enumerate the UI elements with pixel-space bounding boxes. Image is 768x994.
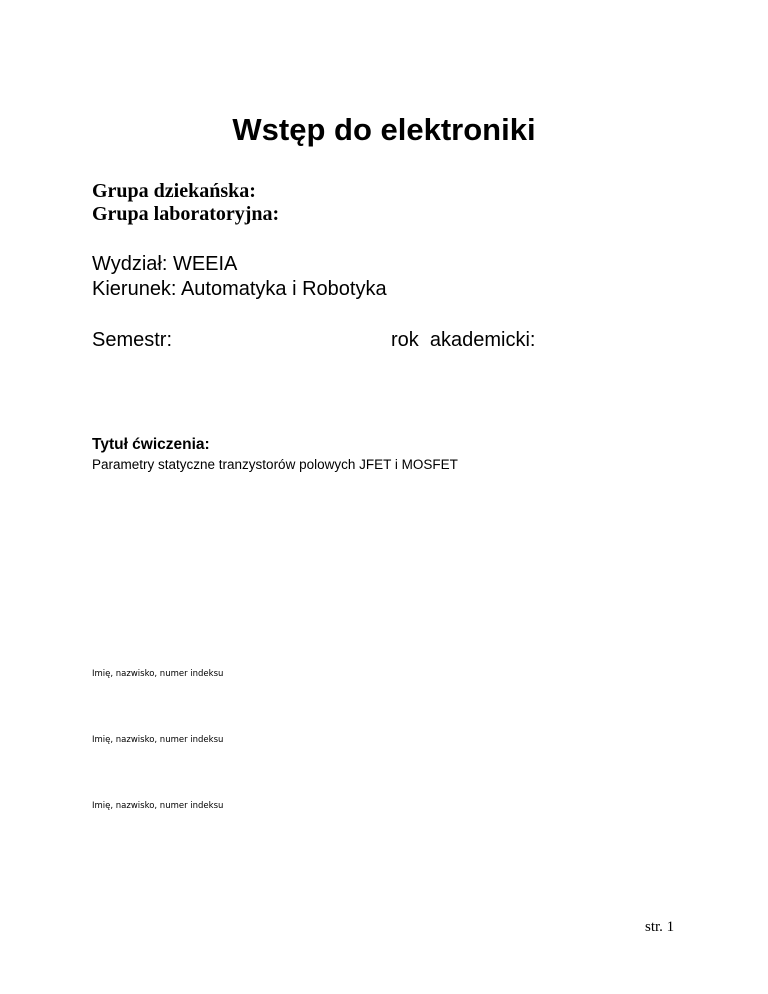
exercise-title-label: Tytuł ćwiczenia: xyxy=(92,436,210,453)
page-number: str. 1 xyxy=(645,919,675,935)
academic-year-label: rok akademicki: xyxy=(391,329,536,351)
semester-label: Semestr: xyxy=(92,329,173,351)
exercise-title: Parametry statyczne tranzystorów polowych JFET i MOSFET xyxy=(92,457,458,472)
document-title: Wstęp do elektroniki xyxy=(232,112,536,147)
group-lab-label: Grupa laboratoryjna: xyxy=(92,203,280,225)
major-label: Kierunek: Automatyka i Robotyka xyxy=(92,278,387,300)
faculty-label: Wydział: WEEIA xyxy=(92,253,238,275)
student-3-label: Imię, nazwisko, numer indeksu xyxy=(92,801,224,811)
group-dean-label: Grupa dziekańska: xyxy=(92,180,256,202)
student-2-label: Imię, nazwisko, numer indeksu xyxy=(92,735,224,745)
student-1-label: Imię, nazwisko, numer indeksu xyxy=(92,669,224,679)
